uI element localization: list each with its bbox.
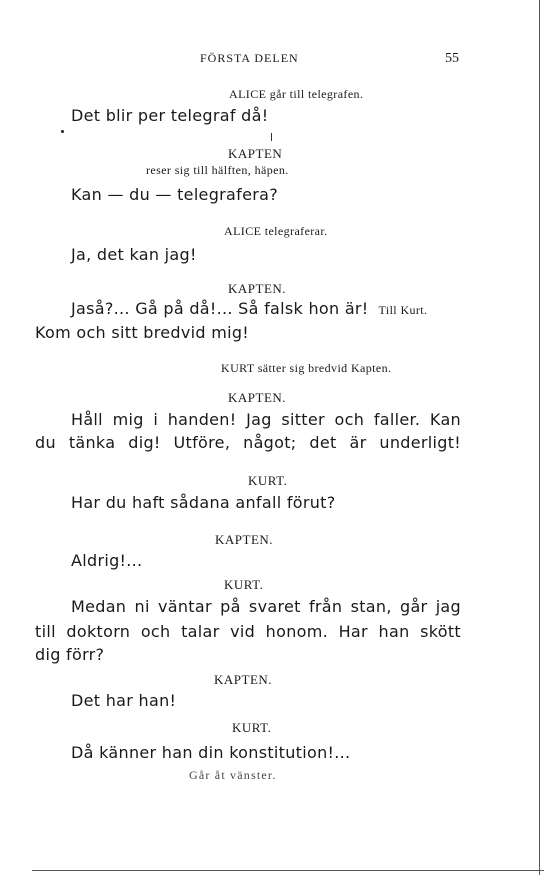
dialogue-line: Håll mig i handen! Jag sitter och faller. Kan	[71, 410, 461, 429]
dialogue-line: Har du haft sådana anfall förut?	[71, 493, 336, 512]
dialogue-line: Det har han!	[71, 691, 177, 710]
dialogue-line: Medan ni väntar på svaret från stan, går jag	[71, 597, 461, 616]
dialogue-line: Kom och sitt bredvid mig!	[35, 323, 250, 342]
stage-direction: ALICE går till telegrafen.	[229, 87, 364, 101]
speaker-name: KAPTEN.	[228, 390, 287, 405]
page-edge-bottom	[32, 870, 544, 871]
page-edge-right	[539, 0, 540, 875]
speaker-name: KAPTEN.	[214, 672, 273, 687]
dialogue-line: Då känner han din konstitution!...	[71, 743, 351, 762]
dialogue-line: Aldrig!...	[71, 551, 143, 570]
page-number: 55	[445, 51, 459, 66]
dialogue-line: Kan — du — telegrafera?	[71, 185, 278, 204]
dialogue-line: dig förr?	[35, 645, 105, 664]
speaker-name: KURT.	[232, 720, 272, 735]
ink-mark	[271, 133, 272, 141]
ink-dot	[61, 130, 64, 133]
stage-direction: Till Kurt.	[378, 303, 428, 317]
dialogue-text: Jaså?... Gå på då!... Så falsk hon är!	[71, 299, 369, 318]
dialogue-line: till doktorn och talar vid honom. Har han skött	[35, 622, 461, 641]
speaker-name: KAPTEN	[228, 146, 283, 161]
speaker-name: KAPTEN.	[228, 281, 287, 296]
dialogue-line: Det blir per telegraf då!	[71, 106, 269, 125]
stage-direction: ALICE telegraferar.	[224, 224, 328, 238]
speaker-name: KAPTEN.	[215, 532, 274, 547]
dialogue-line-with-direction	[71, 299, 427, 319]
stage-direction: KURT sätter sig bredvid Kapten.	[221, 361, 392, 375]
dialogue-line: du tänka dig! Utföre, något; det är underligt!	[35, 433, 461, 452]
running-header-title: FÖRSTA DELEN	[200, 51, 299, 65]
speaker-name: KURT.	[224, 577, 264, 592]
speaker-name: KURT.	[248, 473, 288, 488]
stage-direction: Går åt vänster.	[189, 768, 277, 782]
stage-direction: reser sig till hälften, häpen.	[146, 163, 289, 177]
dialogue-line: Ja, det kan jag!	[71, 245, 197, 264]
